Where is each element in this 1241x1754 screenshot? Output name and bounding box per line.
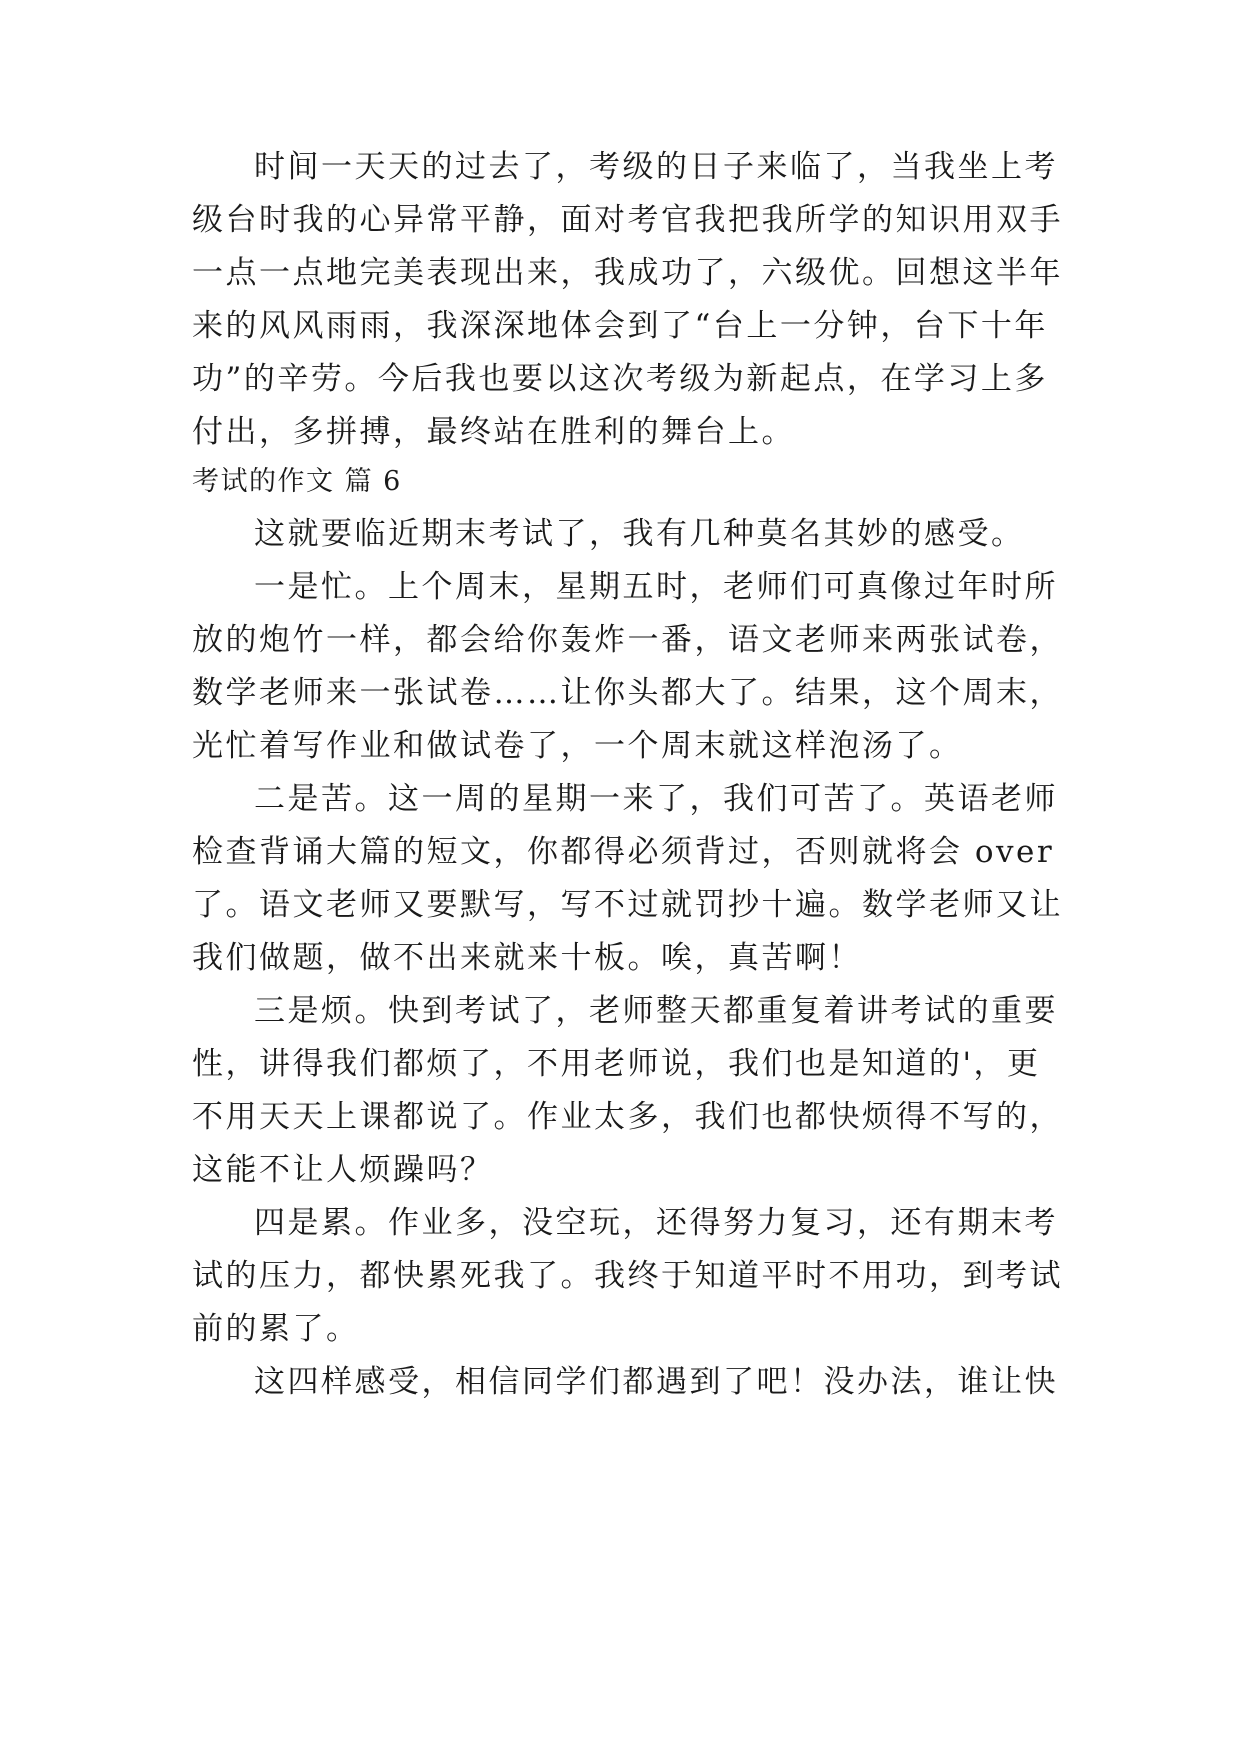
paragraph-line: 我们做题，做不出来就来十板。唉，真苦啊！ (192, 940, 862, 976)
paragraph-line: 二是苦。这一周的星期一来了，我们可苦了。英语老师 (254, 781, 1058, 817)
paragraph-line: 这就要临近期末考试了，我有几种莫名其妙的感受。 (254, 516, 1025, 552)
paragraph-line: 这四样感受，相信同学们都遇到了吧！没办法，谁让快 (254, 1364, 1058, 1400)
paragraph-line: 检查背诵大篇的短文，你都得必须背过，否则就将会 over (192, 834, 1055, 870)
paragraph-line: 放的炮竹一样，都会给你轰炸一番，语文老师来两张试卷， (192, 622, 1063, 658)
paragraph-line: 四是累。作业多，没空玩，还得努力复习，还有期末考 (254, 1205, 1058, 1241)
paragraph-line: 级台时我的心异常平静，面对考官我把我所学的知识用双手 (192, 202, 1063, 238)
paragraph-line: 来的风风雨雨，我深深地体会到了“台上一分钟，台下十年 (192, 308, 1048, 344)
paragraph-line: 三是烦。快到考试了，老师整天都重复着讲考试的重要 (254, 993, 1058, 1029)
paragraph-line: 数学老师来一张试卷……让你头都大了。结果，这个周末， (192, 675, 1063, 711)
paragraph-line: 了。语文老师又要默写，写不过就罚抄十遍。数学老师又让 (192, 887, 1063, 923)
paragraph-line: 前的累了。 (192, 1311, 360, 1347)
paragraph-line: 付出，多拼搏，最终站在胜利的舞台上。 (192, 414, 795, 450)
paragraph-line: 时间一天天的过去了，考级的日子来临了，当我坐上考 (254, 149, 1058, 185)
paragraph-line: 光忙着写作业和做试卷了，一个周末就这样泡汤了。 (192, 728, 963, 764)
paragraph-line: 一点一点地完美表现出来，我成功了，六级优。回想这半年 (192, 255, 1063, 291)
paragraph-line: 试的压力，都快累死我了。我终于知道平时不用功，到考试 (192, 1258, 1063, 1294)
paragraph-line: 性，讲得我们都烦了，不用老师说，我们也是知道的'，更 (192, 1046, 1041, 1082)
section-heading: 考试的作文 篇 6 (192, 466, 402, 497)
paragraph-line: 不用天天上课都说了。作业太多，我们也都快烦得不写的， (192, 1099, 1063, 1135)
paragraph-line: 一是忙。上个周末，星期五时，老师们可真像过年时所 (254, 569, 1058, 605)
paragraph-line: 这能不让人烦躁吗？ (192, 1152, 494, 1188)
paragraph-line: 功”的辛劳。今后我也要以这次考级为新起点，在学习上多 (192, 361, 1048, 397)
